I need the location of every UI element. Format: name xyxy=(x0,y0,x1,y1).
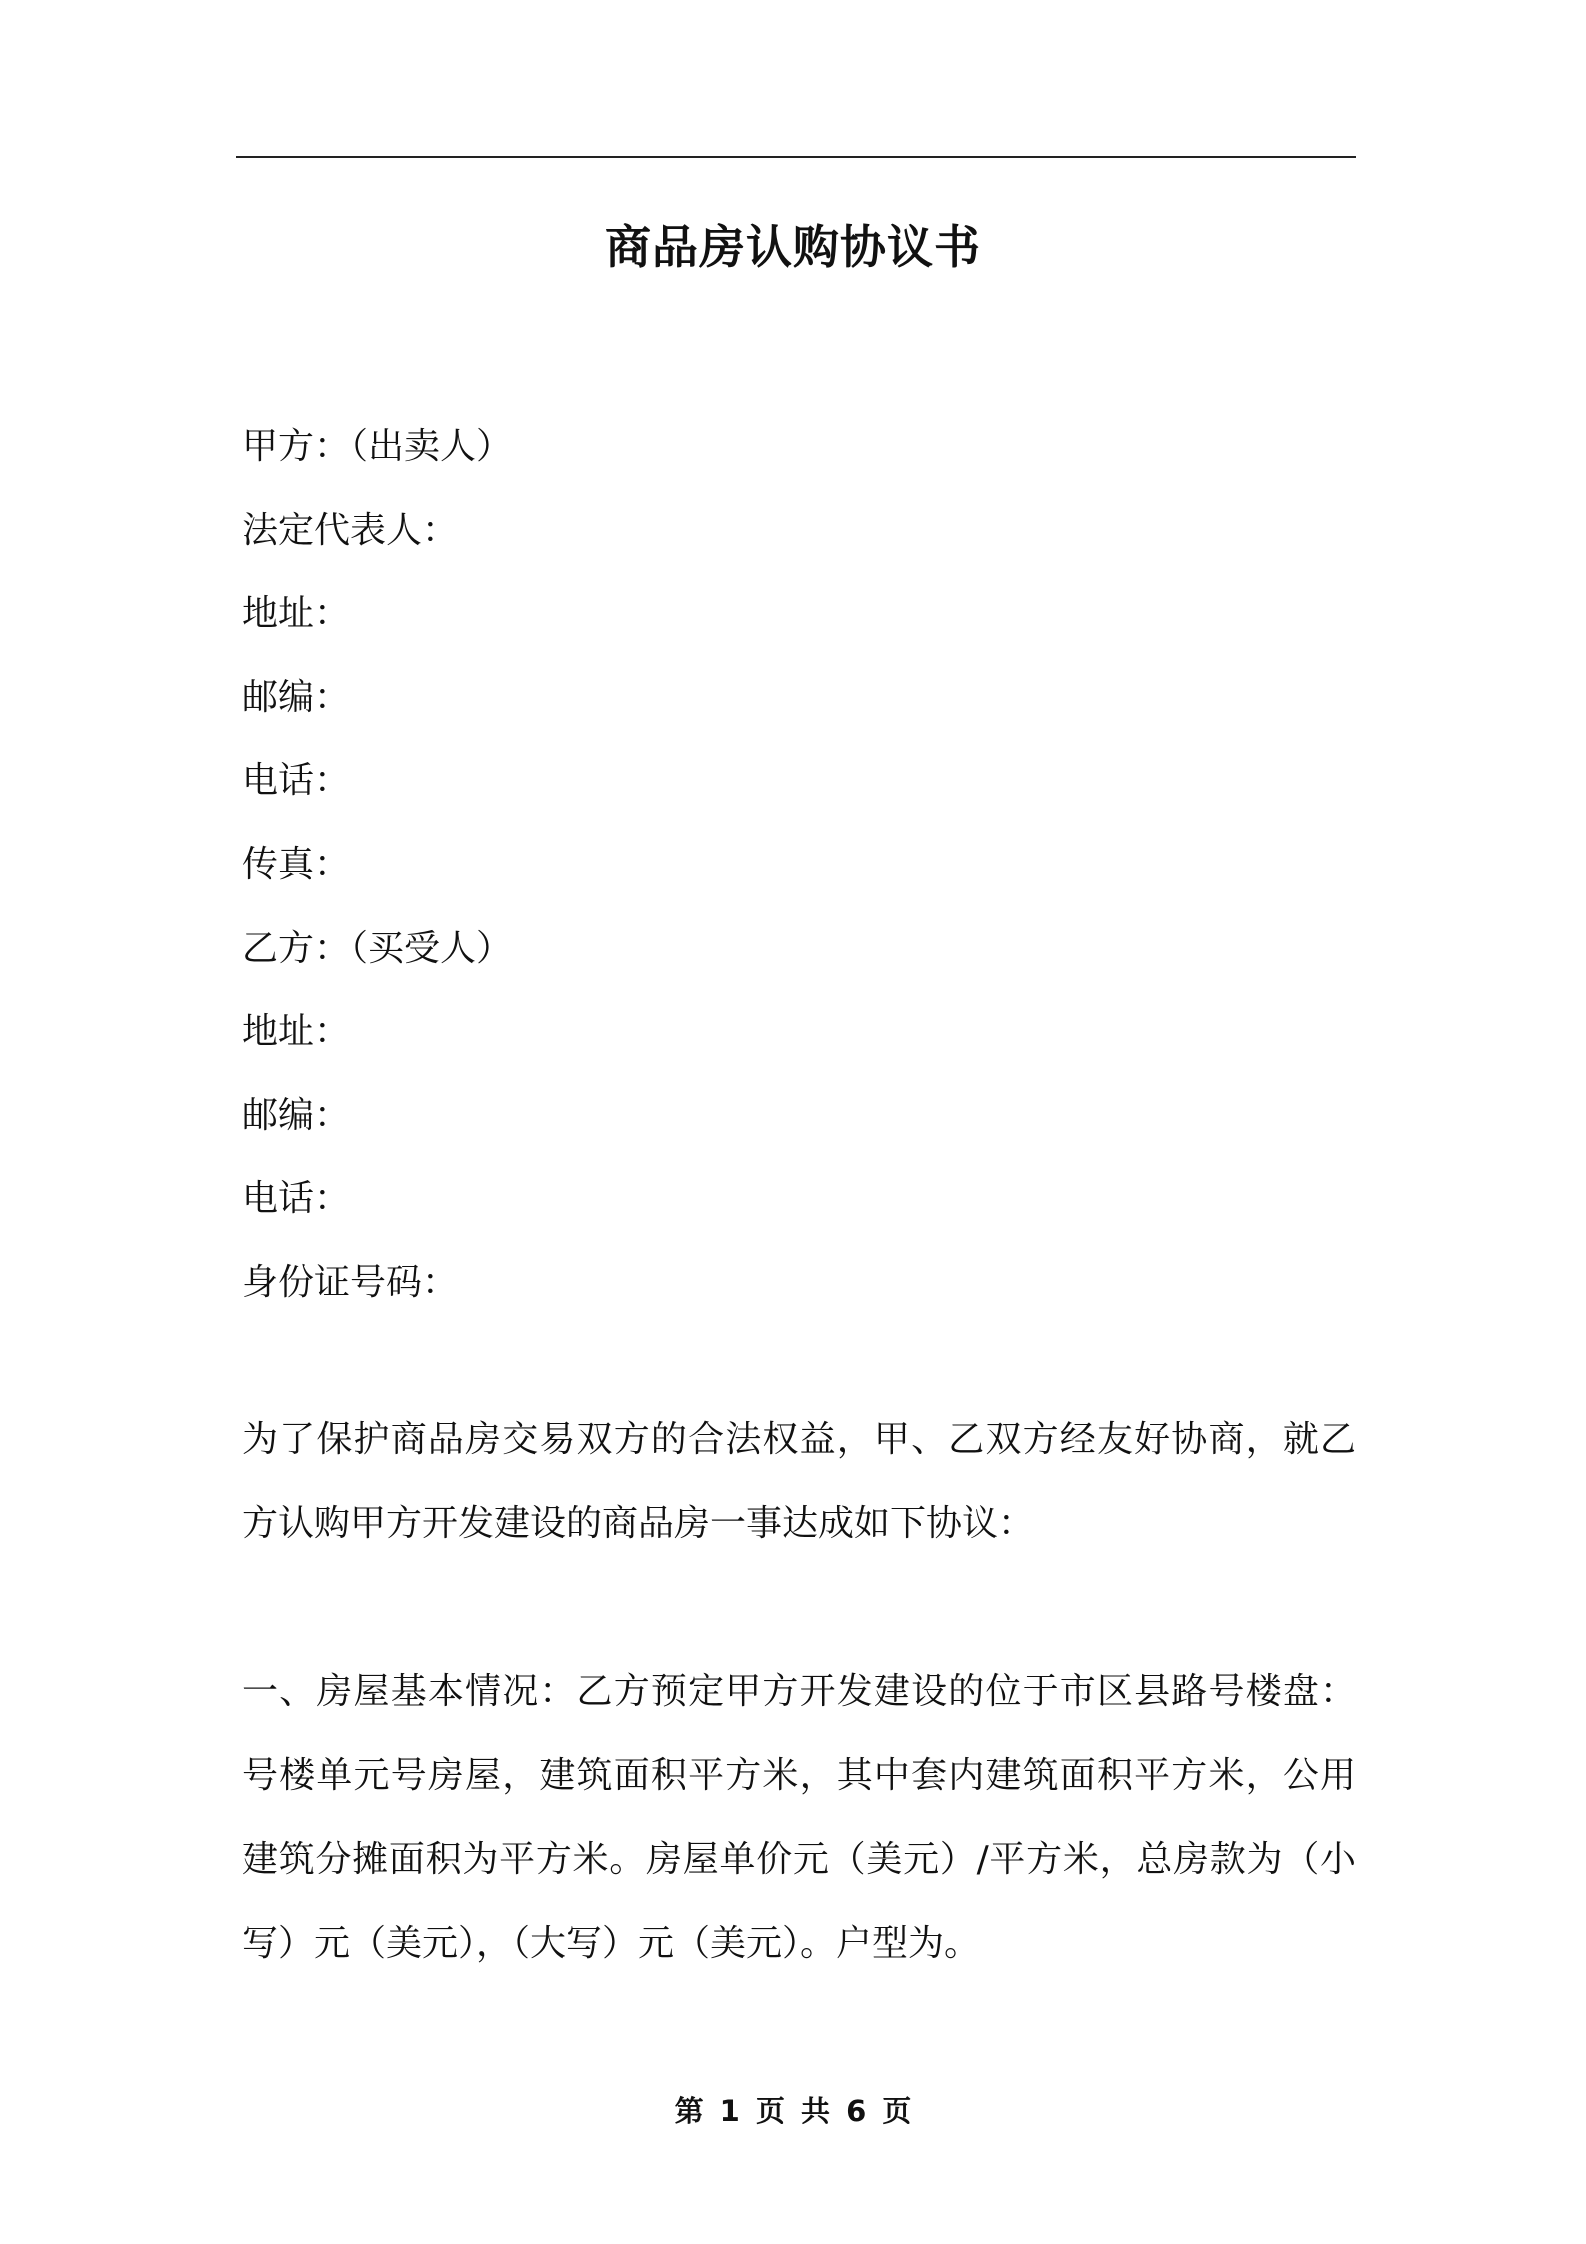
buyer-label: 乙方：（买受人） xyxy=(242,927,513,969)
document-title: 商品房认购协议书 xyxy=(605,220,981,274)
seller-address-label: 地址： xyxy=(242,593,351,635)
buyer-postcode-label: 邮编： xyxy=(242,1094,351,1136)
seller-label: 甲方：（出卖人） xyxy=(242,426,513,467)
clause-house-basic-info: 一、房屋基本情况：乙方预定甲方开发建设的位于市区县路号楼盘：号楼单元号房屋，建筑面积平方米，其中套内建筑面积平方米，公用建筑分摊面积为平方米。房屋单价元（美元）/平方米，总房款为（小写）元（美元），（大写）元（美元）。户型为。 xyxy=(242,1671,1356,1964)
buyer-phone-label: 电话： xyxy=(242,1178,351,1220)
seller-fax-label: 传真： xyxy=(242,843,351,885)
party-fields xyxy=(242,405,1352,1325)
legal-representative-label: 法定代表人： xyxy=(242,509,459,551)
intro-paragraph: 为了保护商品房交易双方的合法权益，甲、乙双方经友好协商，就乙方认购甲方开发建设的商品房一事达成如下协议： xyxy=(242,1419,1356,1544)
seller-postcode-label: 邮编： xyxy=(242,676,351,718)
seller-phone-label: 电话： xyxy=(242,760,351,802)
buyer-address-label: 地址： xyxy=(242,1011,351,1053)
page-indicator: 第 1 页 共 6 页 xyxy=(674,2094,912,2128)
buyer-id-number-label: 身份证号码： xyxy=(242,1261,459,1303)
header-divider xyxy=(236,156,1356,158)
